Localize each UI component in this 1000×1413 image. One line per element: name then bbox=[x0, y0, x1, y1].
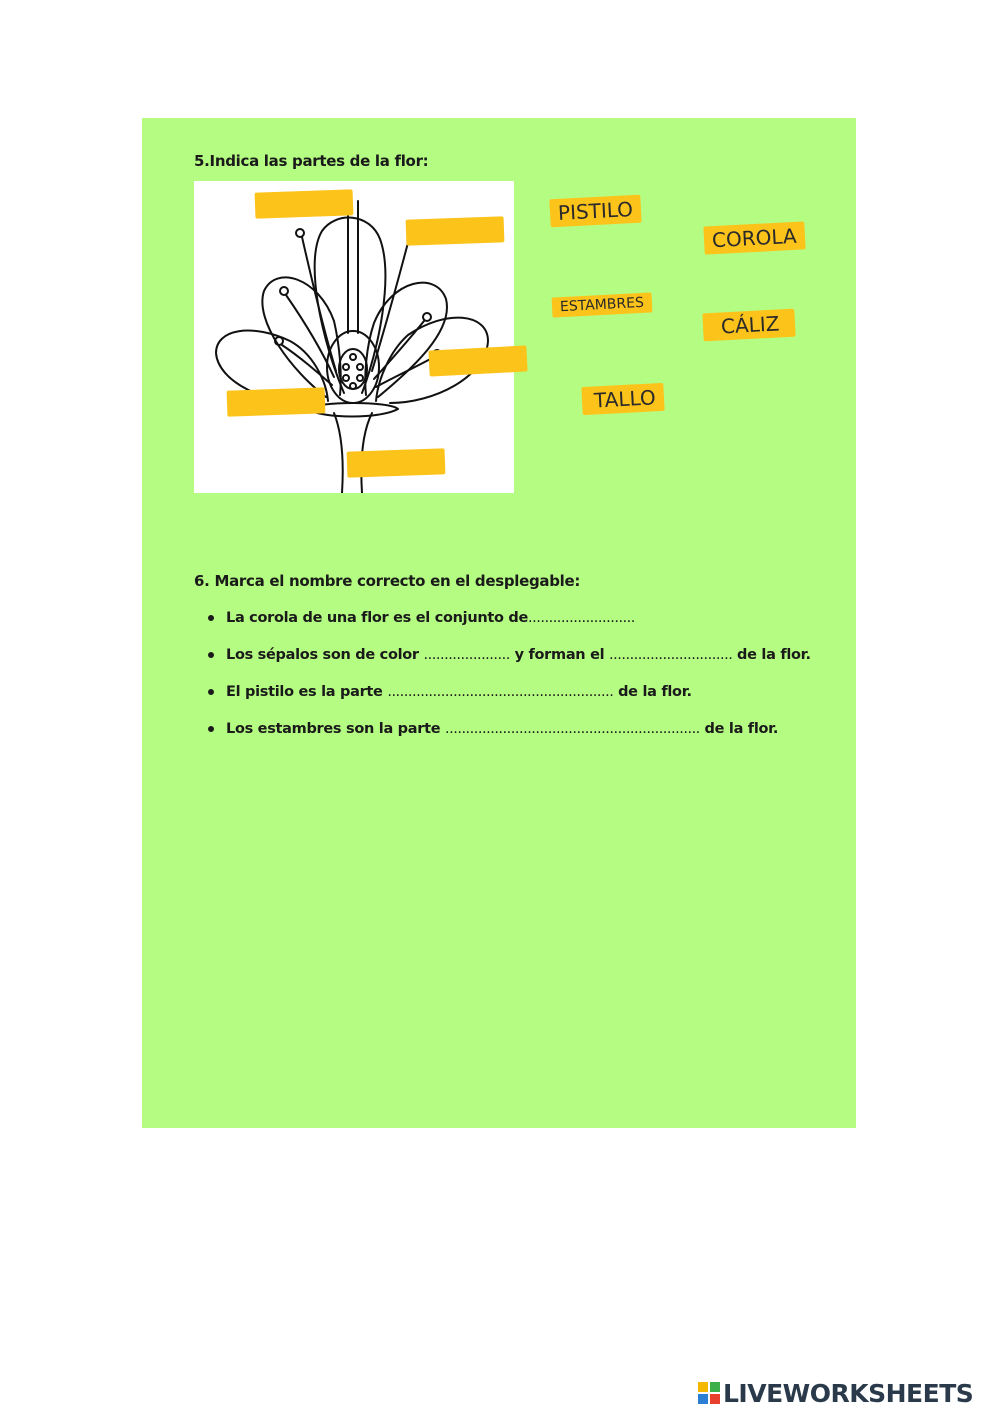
list-item: Los sépalos son de color ..................... y forman el .............................. de la flor. bbox=[206, 643, 826, 680]
word-pistilo[interactable]: PISTILO bbox=[549, 195, 641, 228]
dropdown-blank[interactable]: ....................................................... bbox=[387, 684, 614, 700]
word-tallo[interactable]: TALLO bbox=[581, 383, 664, 415]
word-corola[interactable]: COROLA bbox=[703, 221, 805, 254]
word-estambres[interactable]: ESTAMBRES bbox=[552, 292, 653, 317]
label-blank-2[interactable] bbox=[406, 216, 505, 245]
label-blank-3[interactable] bbox=[428, 345, 527, 376]
dropdown-blank[interactable]: .......................... bbox=[528, 610, 635, 626]
label-blank-4[interactable] bbox=[227, 387, 326, 416]
list-item: El pistilo es la parte ....................................................... de la flor. bbox=[206, 680, 826, 717]
question-list bbox=[206, 606, 826, 754]
logo-text: LIVEWORKSHEETS bbox=[723, 1378, 974, 1408]
liveworksheets-logo[interactable] bbox=[698, 1378, 973, 1408]
list-item: La corola de una flor es el conjunto de.......................... bbox=[206, 606, 826, 643]
dropdown-blank[interactable]: .............................................................. bbox=[445, 721, 700, 737]
liveworksheets-logo-icon bbox=[698, 1382, 720, 1404]
word-caliz[interactable]: CÁLIZ bbox=[702, 309, 796, 342]
label-blank-1[interactable] bbox=[255, 189, 354, 218]
section-5-title: 5.Indica las partes de la flor: bbox=[194, 152, 429, 170]
dropdown-blank[interactable]: ..................... bbox=[423, 647, 510, 663]
label-blank-5[interactable] bbox=[347, 448, 446, 477]
dropdown-blank[interactable]: .............................. bbox=[609, 647, 733, 663]
list-item: Los estambres son la parte .............................................................. de la flor. bbox=[206, 717, 826, 754]
section-6-title: 6. Marca el nombre correcto en el desplegable: bbox=[194, 572, 581, 590]
